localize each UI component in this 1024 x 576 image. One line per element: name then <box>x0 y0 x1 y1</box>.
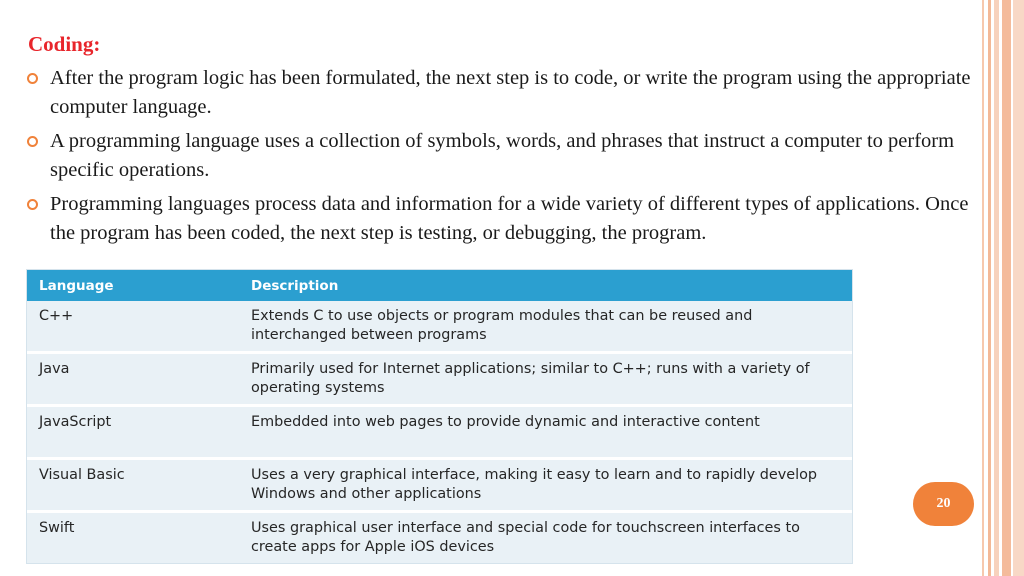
bullet-text: Programming languages process data and information for a wide variety of different types of applications. Once the program has been coded, the next step is testing, or debugging, the program. <box>50 193 969 244</box>
ring-bullet-icon <box>27 73 38 84</box>
bullet-text: After the program logic has been formulated, the next step is to code, or write the program using the appropriate computer language. <box>50 67 971 118</box>
description-cell: Uses a very graphical interface, making it easy to learn and to rapidly develop Windows and other applications <box>239 459 852 512</box>
bullet-item <box>26 64 991 121</box>
table-row <box>27 459 852 512</box>
slide-heading: Coding: <box>28 32 101 56</box>
column-header-language: Language <box>27 270 239 301</box>
bullet-item <box>26 127 991 184</box>
description-cell: Primarily used for Internet applications; similar to C++; runs with a variety of operating systems <box>239 353 852 406</box>
language-cell: Java <box>27 353 239 406</box>
table-row <box>27 301 852 353</box>
bullet-item <box>26 190 991 247</box>
table-row <box>27 512 852 564</box>
bullet-text: A programming language uses a collection of symbols, words, and phrases that instruct a computer to perform specific operations. <box>50 130 955 181</box>
ring-bullet-icon <box>27 199 38 210</box>
table-row <box>27 406 852 459</box>
description-cell: Uses graphical user interface and special code for touchscreen interfaces to create apps for Apple iOS devices <box>239 512 852 564</box>
language-cell: C++ <box>39 308 74 324</box>
language-cell: Swift <box>27 512 239 564</box>
bullet-list <box>26 64 991 253</box>
description-cell: Embedded into web pages to provide dynamic and interactive content <box>239 406 852 459</box>
ring-bullet-icon <box>27 136 38 147</box>
table-header-row <box>27 270 852 301</box>
description-cell: Extends C to use objects or program modules that can be reused and interchanged between programs <box>251 308 753 343</box>
language-cell: Visual Basic <box>27 459 239 512</box>
column-header-description: Description <box>239 270 852 301</box>
language-cell: JavaScript <box>27 406 239 459</box>
language-table <box>27 270 852 563</box>
page-number-badge: 20 <box>913 482 974 526</box>
table-row <box>27 353 852 406</box>
